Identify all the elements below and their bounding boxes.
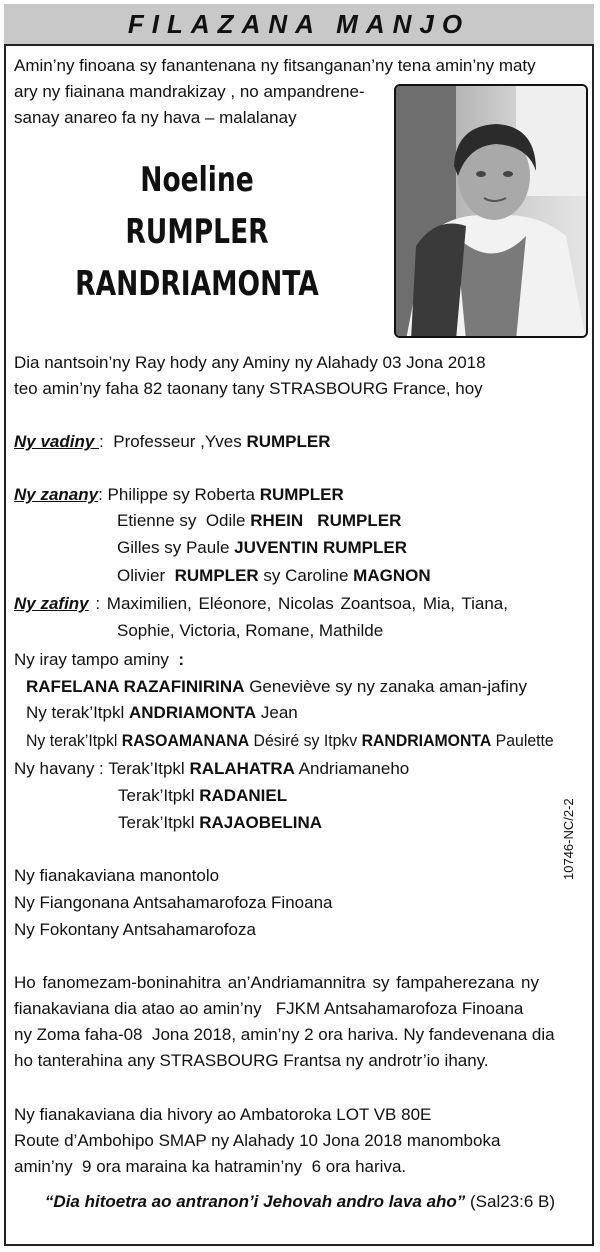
relatives-3-name: RAJAOBELINA — [199, 813, 323, 832]
children-4-name-2: MAGNON — [353, 566, 431, 585]
intro-line-2: ary ny fiainana mandrakizay , no ampandrene- — [14, 82, 365, 101]
children-row-3 — [117, 538, 407, 558]
grandchildren-row-1 — [14, 594, 508, 614]
relatives-1-text-2: Andriamaneho — [294, 759, 410, 778]
death-notice-line-1-text: Dia nantsoin’ny Ray hody any Aminy ny Alahady 03 Jona 2018 — [14, 353, 486, 372]
banner — [4, 4, 594, 46]
children-2-name: RHEIN RUMPLER — [250, 511, 402, 530]
deceased-surname: RUMPLER — [125, 212, 269, 252]
children-2-text: Etienne sy Odile — [117, 511, 251, 530]
others-line-3: Ny Fokontany Antsahamarofoza — [14, 920, 256, 939]
intro-line-1-text: Amin’ny finoana sy fanantenana ny fitsanganan’ny tena amin’ny maty — [14, 56, 536, 75]
service-line-3 — [14, 1025, 586, 1045]
death-notice-line-1 — [14, 353, 586, 373]
relatives-1-text: Terak’Itpkl — [108, 759, 190, 778]
children-colon: : — [98, 485, 103, 504]
relatives-row-2 — [118, 786, 287, 806]
spouse-name: RUMPLER — [246, 432, 331, 451]
siblings-2-text-2: Jean — [256, 703, 298, 722]
siblings-3-text-3: Paulette — [491, 731, 554, 750]
siblings-colon: : — [178, 650, 185, 669]
children-row-2 — [117, 511, 401, 531]
service-line-1-text: Ho fanomezam-boninahitra an’Andriamannitra sy fampaherezana ny — [14, 973, 540, 992]
reference-code: 10746-NC/2-2 — [561, 798, 576, 880]
relatives-2-name: RADANIEL — [199, 786, 288, 805]
spouse-row — [14, 432, 331, 452]
service-line-3-text: ny Zoma faha-08 Jona 2018, amin’ny 2 ora hariva. Ny fandevenana dia — [14, 1025, 555, 1044]
verse-reference: (Sal23:6 B) — [465, 1192, 556, 1211]
children-label: Ny zanany — [14, 485, 99, 504]
others-line-2: Ny Fiangonana Antsahamarofoza Finoana — [14, 893, 333, 912]
verse-quote: “Dia hitoetra ao antranon’i Jehovah andro lava aho” — [44, 1192, 466, 1211]
relatives-label: Ny havany : — [14, 759, 109, 778]
spouse-text: Professeur ,Yves — [103, 432, 247, 451]
siblings-header — [14, 650, 184, 670]
deceased-maiden-name: RANDRIAMONTA — [75, 264, 319, 304]
siblings-row-3 — [26, 731, 593, 751]
relatives-row-1 — [14, 759, 409, 779]
siblings-1-text: Geneviève sy ny zanaka aman-jafiny — [244, 677, 528, 696]
children-3-name: JUVENTIN RUMPLER — [234, 538, 408, 557]
spouse-label: Ny vadiny — [14, 432, 100, 451]
death-notice-line-2: teo amin’ny faha 82 taonany tany STRASBOURG France, hoy — [14, 379, 483, 398]
siblings-row-1 — [26, 677, 527, 697]
children-4-name-1: RUMPLER — [174, 566, 259, 585]
children-1-name: RUMPLER — [259, 485, 344, 504]
service-line-1 — [14, 973, 586, 993]
portrait-image — [396, 86, 588, 338]
children-3-text: Gilles sy Paule — [117, 538, 235, 557]
siblings-3-text-1: Ny terak’Itpkl — [26, 731, 122, 750]
bible-verse — [0, 1192, 600, 1212]
relatives-3-text: Terak’Itpkl — [118, 813, 200, 832]
siblings-label: Ny iray tampo aminy — [14, 650, 179, 669]
children-row-4 — [117, 566, 431, 586]
siblings-2-name: ANDRIAMONTA — [128, 703, 257, 722]
children-4-text-2: sy Caroline — [258, 566, 354, 585]
children-1-text: Philippe sy Roberta — [102, 485, 260, 504]
visit-line-1: Ny fianakaviana dia hivory ao Ambatoroka LOT VB 80E — [14, 1105, 432, 1124]
grandchildren-label: Ny zafiny — [14, 594, 89, 613]
children-4-text-1: Olivier — [117, 566, 175, 585]
siblings-row-2 — [26, 703, 298, 723]
others-line-1: Ny fianakaviana manontolo — [14, 866, 220, 885]
service-line-2-text: fianakaviana dia atao ao amin’ny FJKM Antsahamarofoza Finoana — [14, 999, 524, 1018]
siblings-1-name: RAFELANA RAZAFINIRINA — [26, 677, 245, 696]
spouse-colon: : — [99, 432, 104, 451]
siblings-3-text-2: Désiré sy Itpkv — [249, 731, 362, 750]
grandchildren-line-2: Sophie, Victoria, Romane, Mathilde — [117, 621, 384, 640]
service-line-2 — [14, 999, 586, 1019]
children-row-1 — [14, 485, 344, 505]
deceased-first-name: Noeline — [140, 160, 254, 200]
service-line-4: ho tanterahina any STRASBOURG Frantsa ny androtr’io ihany. — [14, 1051, 489, 1070]
relatives-row-3 — [118, 813, 322, 833]
relatives-2-text: Terak’Itpkl — [118, 786, 200, 805]
siblings-3-name-2: RANDRIAMONTA — [361, 731, 492, 750]
siblings-3-name-1: RASOAMANANA — [121, 731, 250, 750]
relatives-1-name: RALAHATRA — [189, 759, 295, 778]
siblings-3-condensed — [26, 731, 554, 751]
portrait-photo — [394, 84, 588, 338]
visit-line-3: amin’ny 9 ora maraina ka hatramin’ny 6 ora hariva. — [14, 1157, 407, 1176]
intro-line-1 — [14, 56, 586, 76]
intro-line-3: sanay anareo fa ny hava – malalanay — [14, 108, 297, 127]
visit-line-2: Route d’Ambohipo SMAP ny Alahady 10 Jona 2018 manomboka — [14, 1131, 501, 1150]
grandchildren-line-1: : Maximilien, Eléonore, Nicolas Zoantsoa, Mia, Tiana, — [88, 594, 508, 613]
siblings-2-text: Ny terak’Itpkl — [26, 703, 129, 722]
banner-title: FILAZANA MANJO — [127, 8, 471, 39]
